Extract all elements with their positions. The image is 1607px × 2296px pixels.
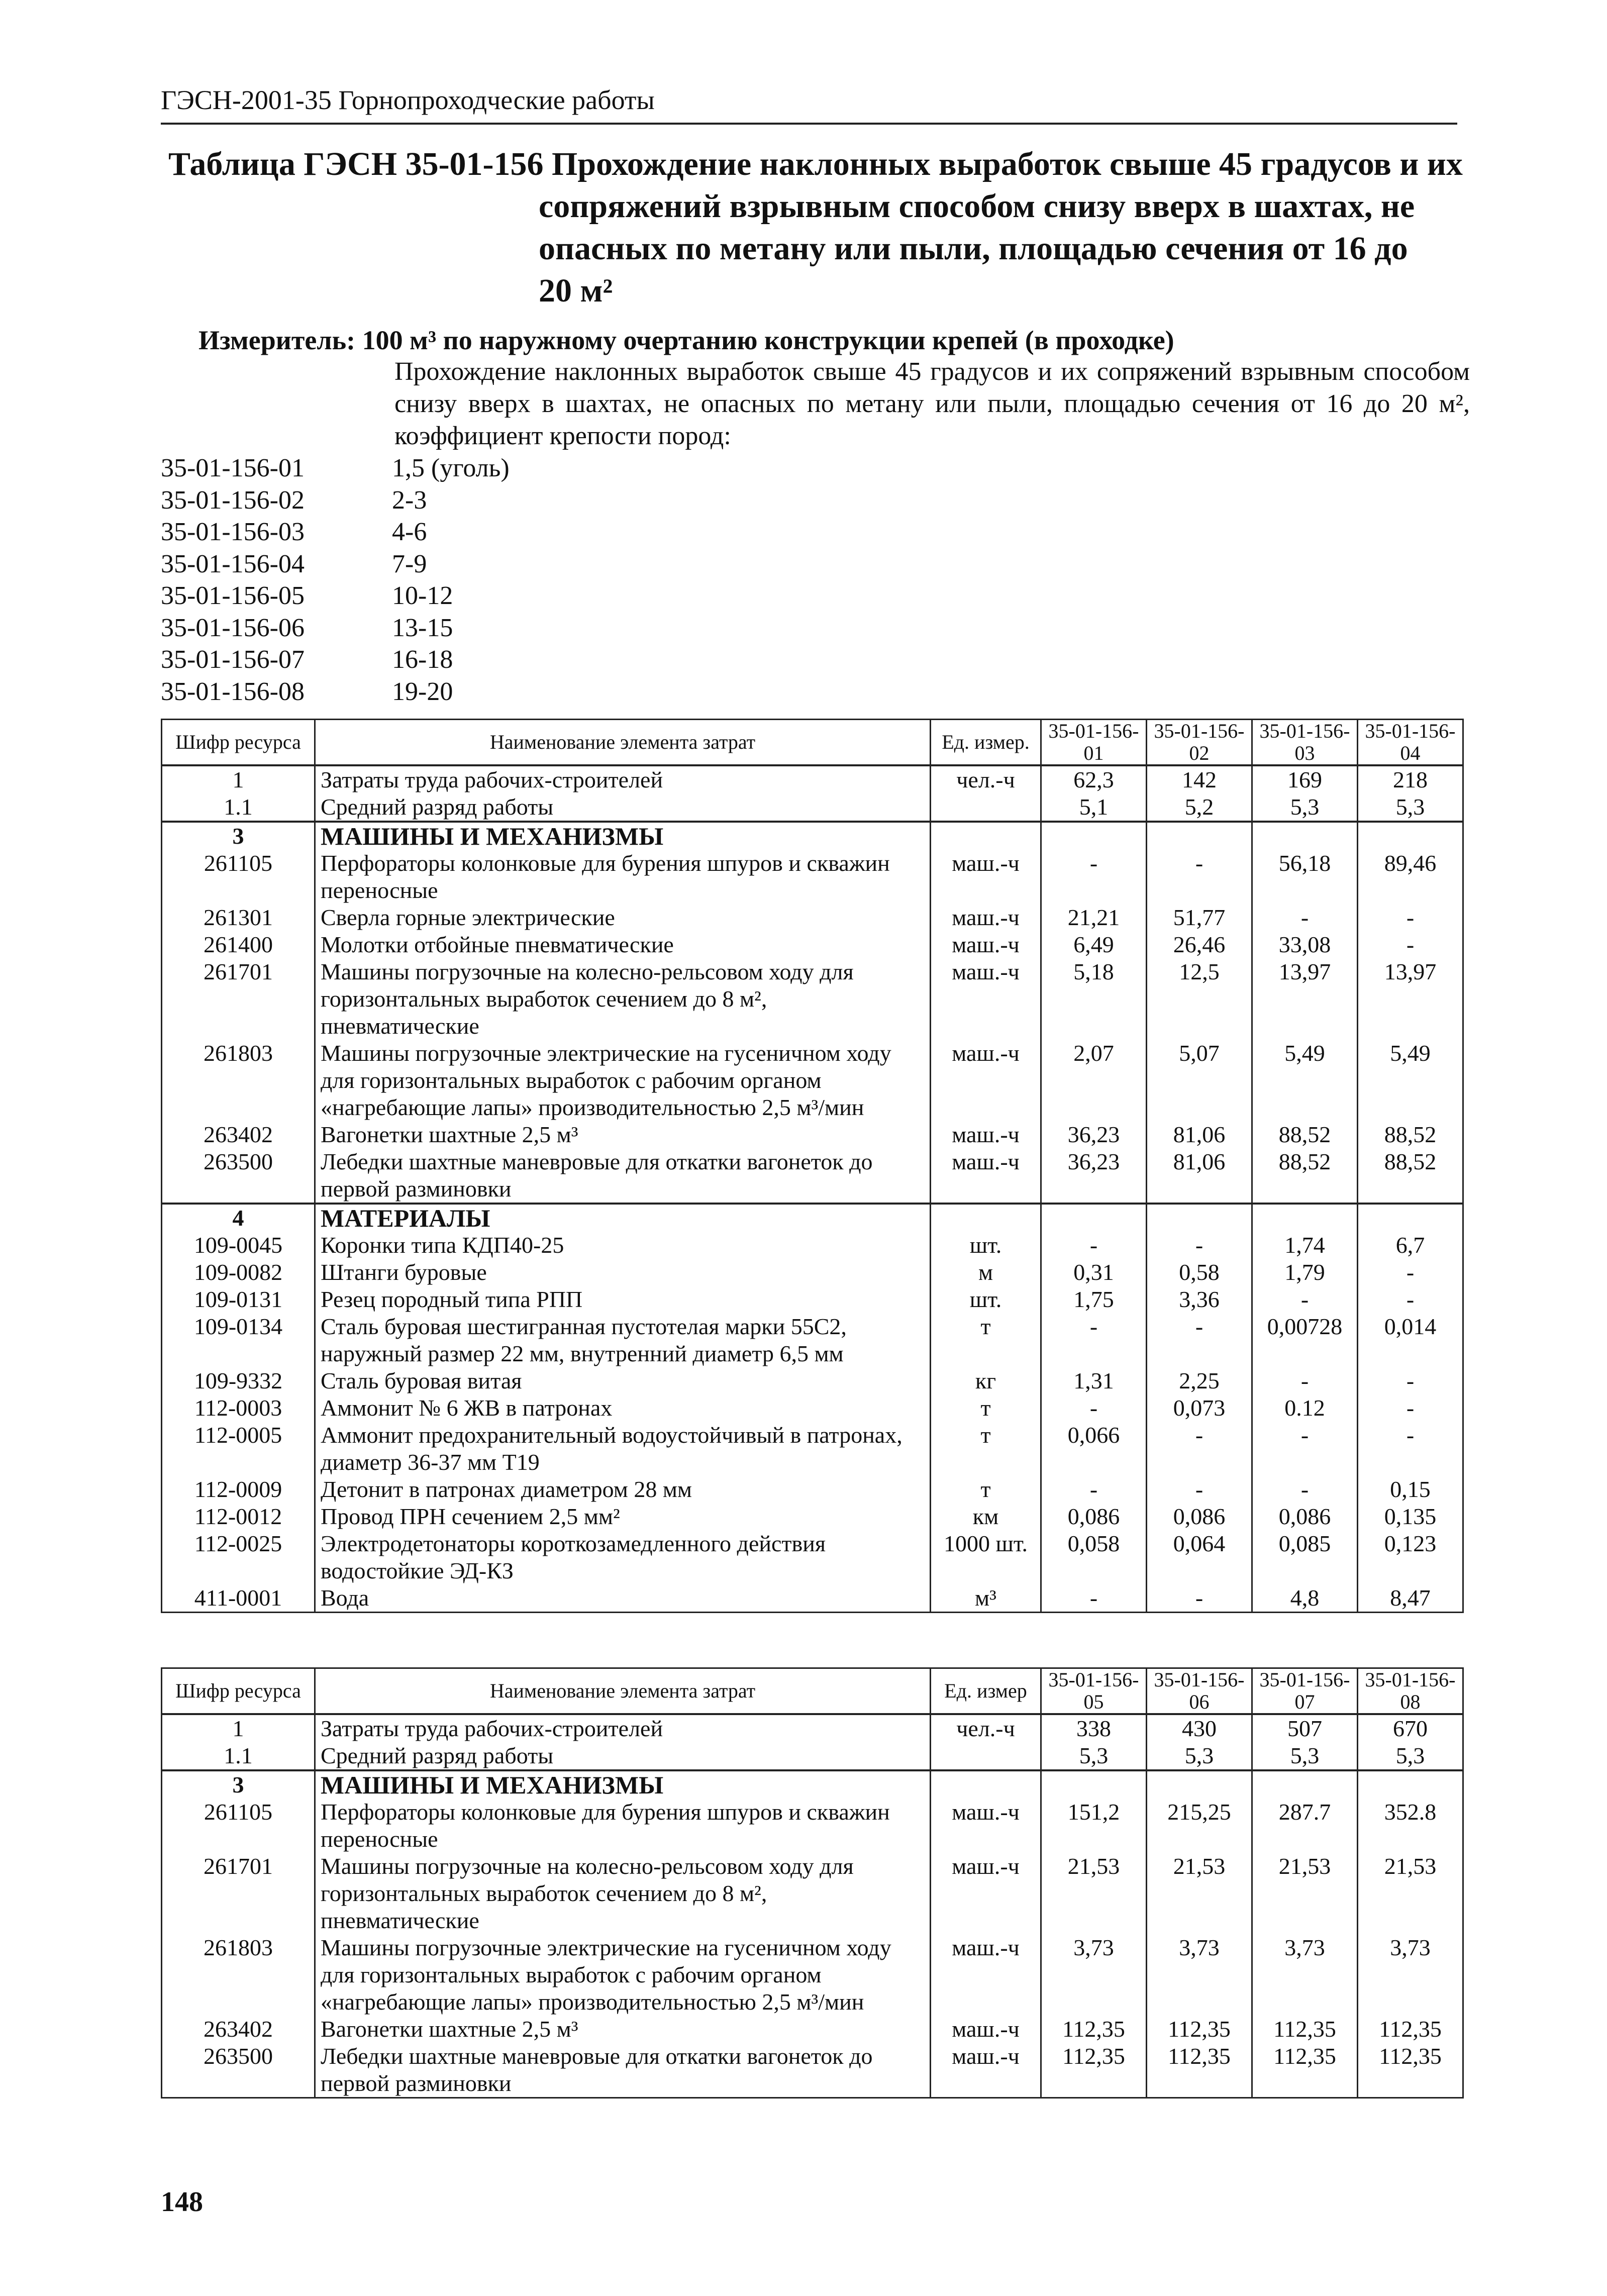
- cost-element-name: Вагонетки шахтные 2,5 м³: [315, 1121, 931, 1148]
- unit-of-measure: маш.-ч: [931, 850, 1041, 904]
- variant-code: 35-01-156-03: [161, 518, 305, 546]
- variant-code: 35-01-156-02: [161, 485, 305, 515]
- norm-value-1: -: [1041, 1476, 1147, 1503]
- table-title-line2: сопряжений взрывным способом снизу вверх в шахтах, не: [539, 188, 1415, 225]
- variant-row: [161, 644, 764, 676]
- header-name: Наименование элемента затрат: [315, 1668, 931, 1715]
- cost-element-name: Перфораторы колонковые для бурения шпуров и скважин переносные: [315, 1799, 931, 1853]
- table-row: [162, 1121, 1463, 1148]
- table-title-line1: Таблица ГЭСН 35-01-156 Прохождение наклонных выработок свыше 45 градусов и их: [168, 146, 1463, 182]
- norm-value-2: 21,53: [1147, 1853, 1252, 1934]
- table-header-row: [162, 1668, 1463, 1715]
- norm-value-3: 0,00728: [1252, 1313, 1358, 1367]
- table-row: [162, 1367, 1463, 1394]
- norm-value-2: 0,58: [1147, 1259, 1252, 1286]
- unit-of-measure: [931, 1770, 1041, 1799]
- norm-value-4: 112,35: [1358, 2043, 1463, 2098]
- header-col-2: 35-01-156-02: [1147, 720, 1252, 766]
- norm-value-3: 5,3: [1252, 1742, 1358, 1770]
- norm-value-1: 112,35: [1041, 2043, 1147, 2098]
- header-code: Шифр ресурса: [162, 1668, 315, 1715]
- unit-of-measure: чел.-ч: [931, 1714, 1041, 1742]
- table-row: [162, 1503, 1463, 1530]
- section-row: [162, 822, 1463, 850]
- norm-value-2: 0,064: [1147, 1530, 1252, 1584]
- cost-element-name: Сверла горные электрические: [315, 904, 931, 931]
- resource-code: 112-0003: [162, 1394, 315, 1422]
- variant-code: 35-01-156-08: [161, 677, 305, 706]
- variant-row: [161, 580, 764, 612]
- resource-code: 261301: [162, 904, 315, 931]
- unit-of-measure: маш.-ч: [931, 904, 1041, 931]
- resource-code: 4: [162, 1204, 315, 1232]
- norm-value-4: 21,53: [1358, 1853, 1463, 1934]
- table-row: [162, 1530, 1463, 1584]
- norm-value-1: 0,086: [1041, 1503, 1147, 1530]
- cost-element-name: Вагонетки шахтные 2,5 м³: [315, 2016, 931, 2043]
- cost-element-name: МАШИНЫ И МЕХАНИЗМЫ: [315, 822, 931, 850]
- unit-of-measure: маш.-ч: [931, 1040, 1041, 1121]
- cost-element-name: Электродетонаторы короткозамедленного действия водостойкие ЭД-КЗ: [315, 1530, 931, 1584]
- variant-row: [161, 676, 764, 708]
- resource-code: 112-0009: [162, 1476, 315, 1503]
- norm-value-1: -: [1041, 1584, 1147, 1613]
- header-col-3: 35-01-156-03: [1252, 720, 1358, 766]
- header-col-3: 35-01-156-07: [1252, 1668, 1358, 1715]
- unit-of-measure: т: [931, 1422, 1041, 1476]
- cost-element-name: Машины погрузочные на колесно-рельсовом ходу для горизонтальных выработок сечением до 8 м², пневматические: [315, 1853, 931, 1934]
- norm-value-3: [1252, 1770, 1358, 1799]
- resource-code: 263402: [162, 1121, 315, 1148]
- variant-value: 19-20: [392, 677, 453, 706]
- norm-value-4: 0,135: [1358, 1503, 1463, 1530]
- resource-code: 261803: [162, 1040, 315, 1121]
- norm-value-3: -: [1252, 1422, 1358, 1476]
- norm-value-4: 5,3: [1358, 1742, 1463, 1770]
- cost-element-name: Машины погрузочные на колесно-рельсовом ходу для горизонтальных выработок сечением до 8 м², пневматические: [315, 958, 931, 1040]
- norm-value-4: [1358, 822, 1463, 850]
- cost-element-name: Вода: [315, 1584, 931, 1613]
- header-col-1: 35-01-156-01: [1041, 720, 1147, 766]
- unit-of-measure: маш.-ч: [931, 1853, 1041, 1934]
- unit-of-measure: т: [931, 1476, 1041, 1503]
- norm-value-3: 33,08: [1252, 931, 1358, 958]
- page-number: 148: [161, 2186, 203, 2218]
- unit-of-measure: [931, 1204, 1041, 1232]
- norm-value-1: [1041, 822, 1147, 850]
- unit-of-measure: м³: [931, 1584, 1041, 1613]
- resource-code: 261701: [162, 1853, 315, 1934]
- cost-element-name: Затраты труда рабочих-строителей: [315, 765, 931, 793]
- unit-of-measure: шт.: [931, 1232, 1041, 1259]
- norm-value-3: 4,8: [1252, 1584, 1358, 1613]
- norm-value-2: -: [1147, 1232, 1252, 1259]
- norm-value-3: 13,97: [1252, 958, 1358, 1040]
- section-row: [162, 1770, 1463, 1799]
- norm-value-1: 112,35: [1041, 2016, 1147, 2043]
- norm-value-2: [1147, 822, 1252, 850]
- norm-value-2: 2,25: [1147, 1367, 1252, 1394]
- resource-code: 263500: [162, 2043, 315, 2098]
- table-row: [162, 1040, 1463, 1121]
- variant-row: [161, 548, 764, 580]
- variant-value: 1,5 (уголь): [392, 454, 510, 482]
- variant-value: 4-6: [392, 518, 427, 546]
- cost-element-name: Машины погрузочные электрические на гусеничном ходу для горизонтальных выработок с рабочим органом «нагребающие лапы» производительностью 2,5 м³/мин: [315, 1040, 931, 1121]
- norm-value-1: 5,1: [1041, 793, 1147, 822]
- norm-value-2: 112,35: [1147, 2043, 1252, 2098]
- resource-code: 261105: [162, 850, 315, 904]
- norm-value-2: [1147, 1770, 1252, 1799]
- norm-value-1: 0,058: [1041, 1530, 1147, 1584]
- norm-value-2: 430: [1147, 1714, 1252, 1742]
- variant-code: 35-01-156-05: [161, 581, 305, 610]
- norm-value-3: 5,49: [1252, 1040, 1358, 1121]
- unit-of-measure: маш.-ч: [931, 958, 1041, 1040]
- resource-code: 261803: [162, 1934, 315, 2016]
- resource-code: 263402: [162, 2016, 315, 2043]
- unit-of-measure: 1000 шт.: [931, 1530, 1041, 1584]
- table-row: [162, 1148, 1463, 1204]
- cost-element-name: МАШИНЫ И МЕХАНИЗМЫ: [315, 1770, 931, 1799]
- variant-value: 2-3: [392, 485, 427, 515]
- norm-value-1: 3,73: [1041, 1934, 1147, 2016]
- norm-value-3: 0.12: [1252, 1394, 1358, 1422]
- resource-code: 109-9332: [162, 1367, 315, 1394]
- table-row: [162, 1714, 1463, 1742]
- table-row: [162, 1742, 1463, 1770]
- resource-code: 411-0001: [162, 1584, 315, 1613]
- norm-value-3: 88,52: [1252, 1148, 1358, 1204]
- cost-element-name: Лебедки шахтные маневровые для откатки вагонеток до первой разминовки: [315, 1148, 931, 1204]
- resource-code: 109-0134: [162, 1313, 315, 1367]
- table-row: [162, 1232, 1463, 1259]
- norm-value-4: 0,15: [1358, 1476, 1463, 1503]
- norm-value-3: 169: [1252, 765, 1358, 793]
- cost-element-name: Затраты труда рабочих-строителей: [315, 1714, 931, 1742]
- resource-code: 112-0012: [162, 1503, 315, 1530]
- norm-value-2: 81,06: [1147, 1121, 1252, 1148]
- resource-code: 1: [162, 1714, 315, 1742]
- unit-of-measure: [931, 1742, 1041, 1770]
- norm-value-4: 5,3: [1358, 793, 1463, 822]
- table-row: [162, 765, 1463, 793]
- variant-code: 35-01-156-07: [161, 645, 305, 674]
- norm-value-3: 88,52: [1252, 1121, 1358, 1148]
- norm-value-4: -: [1358, 1394, 1463, 1422]
- cost-element-name: Детонит в патронах диаметром 28 мм: [315, 1476, 931, 1503]
- resource-code: 112-0005: [162, 1422, 315, 1476]
- norm-value-4: 218: [1358, 765, 1463, 793]
- norm-value-4: 5,49: [1358, 1040, 1463, 1121]
- cost-table-1: [161, 719, 1464, 1613]
- work-description: Прохождение наклонных выработок свыше 45 градусов и их сопряжений взрывным способом снизу вверх в шахтах, не опасных по метану или пыли, площадью сечения от 16 до 20 м², коэффициент крепости пород:: [394, 357, 1470, 450]
- norm-value-2: -: [1147, 850, 1252, 904]
- unit-of-measure: маш.-ч: [931, 1934, 1041, 2016]
- norm-value-4: [1358, 1204, 1463, 1232]
- unit-of-measure: кг: [931, 1367, 1041, 1394]
- resource-code: 109-0131: [162, 1286, 315, 1313]
- norm-value-3: 1,74: [1252, 1232, 1358, 1259]
- resource-code: 261701: [162, 958, 315, 1040]
- norm-value-1: 5,18: [1041, 958, 1147, 1040]
- norm-value-2: 0,086: [1147, 1503, 1252, 1530]
- unit-of-measure: шт.: [931, 1286, 1041, 1313]
- norm-value-1: 21,53: [1041, 1853, 1147, 1934]
- norm-value-1: -: [1041, 1313, 1147, 1367]
- table-row: [162, 1422, 1463, 1476]
- norm-value-1: 2,07: [1041, 1040, 1147, 1121]
- norm-value-4: 0,123: [1358, 1530, 1463, 1584]
- norm-value-3: 0,086: [1252, 1503, 1358, 1530]
- cost-element-name: Аммонит предохранительный водоустойчивый в патронах, диаметр 36-37 мм Т19: [315, 1422, 931, 1476]
- norm-value-2: 26,46: [1147, 931, 1252, 958]
- norm-value-3: [1252, 822, 1358, 850]
- cost-element-name: Перфораторы колонковые для бурения шпуров и скважин переносные: [315, 850, 931, 904]
- cost-table-2: [161, 1667, 1464, 2099]
- norm-value-2: 5,3: [1147, 1742, 1252, 1770]
- norm-value-4: 13,97: [1358, 958, 1463, 1040]
- cost-element-name: Машины погрузочные электрические на гусеничном ходу для горизонтальных выработок с рабочим органом «нагребающие лапы» производительностью 2,5 м³/мин: [315, 1934, 931, 2016]
- cost-element-name: Средний разряд работы: [315, 793, 931, 822]
- norm-value-4: 3,73: [1358, 1934, 1463, 2016]
- variant-row: [161, 452, 764, 484]
- norm-value-4: 112,35: [1358, 2016, 1463, 2043]
- cost-element-name: Лебедки шахтные маневровые для откатки вагонеток до первой разминовки: [315, 2043, 931, 2098]
- header-code: Шифр ресурса: [162, 720, 315, 766]
- variant-value: 10-12: [392, 581, 453, 610]
- norm-value-4: -: [1358, 904, 1463, 931]
- resource-code: 3: [162, 1770, 315, 1799]
- norm-value-4: 88,52: [1358, 1121, 1463, 1148]
- table-row: [162, 1394, 1463, 1422]
- norm-value-1: 62,3: [1041, 765, 1147, 793]
- cost-element-name: МАТЕРИАЛЫ: [315, 1204, 931, 1232]
- header-col-4: 35-01-156-08: [1358, 1668, 1463, 1715]
- norm-value-3: 507: [1252, 1714, 1358, 1742]
- unit-of-measure: маш.-ч: [931, 1799, 1041, 1853]
- norm-value-3: 3,73: [1252, 1934, 1358, 2016]
- norm-value-3: 5,3: [1252, 793, 1358, 822]
- norm-value-4: 352.8: [1358, 1799, 1463, 1853]
- cost-element-name: Сталь буровая витая: [315, 1367, 931, 1394]
- norm-value-4: 0,014: [1358, 1313, 1463, 1367]
- norm-value-3: -: [1252, 1367, 1358, 1394]
- norm-value-1: 5,3: [1041, 1742, 1147, 1770]
- table-row: [162, 1799, 1463, 1853]
- table-row: [162, 1313, 1463, 1367]
- measure-value: 100 м³ по наружному очертанию конструкции крепей (в проходке): [362, 325, 1174, 355]
- variant-value: 7-9: [392, 549, 427, 578]
- cost-element-name: Штанги буровые: [315, 1259, 931, 1286]
- resource-code: 3: [162, 822, 315, 850]
- table-title: [168, 143, 1465, 312]
- norm-value-3: 287.7: [1252, 1799, 1358, 1853]
- norm-value-2: 142: [1147, 765, 1252, 793]
- unit-of-measure: т: [931, 1394, 1041, 1422]
- resource-code: 1: [162, 765, 315, 793]
- table-row: [162, 2016, 1463, 2043]
- norm-value-1: 1,75: [1041, 1286, 1147, 1313]
- resource-code: 261105: [162, 1799, 315, 1853]
- header-unit: Ед. измер.: [931, 720, 1041, 766]
- norm-value-4: -: [1358, 1422, 1463, 1476]
- norm-value-2: -: [1147, 1422, 1252, 1476]
- unit-of-measure: м: [931, 1259, 1041, 1286]
- unit-of-measure: чел.-ч: [931, 765, 1041, 793]
- variant-row: [161, 612, 764, 644]
- norm-value-3: 112,35: [1252, 2016, 1358, 2043]
- norm-value-1: -: [1041, 850, 1147, 904]
- norm-value-4: [1358, 1770, 1463, 1799]
- norm-value-1: 1,31: [1041, 1367, 1147, 1394]
- norm-value-3: [1252, 1204, 1358, 1232]
- table-title-line4: 20 м²: [539, 272, 613, 309]
- table-row: [162, 1853, 1463, 1934]
- norm-value-1: 21,21: [1041, 904, 1147, 931]
- resource-code: 261400: [162, 931, 315, 958]
- table-row: [162, 793, 1463, 822]
- unit-of-measure: маш.-ч: [931, 1148, 1041, 1204]
- norm-value-3: 56,18: [1252, 850, 1358, 904]
- norm-value-3: -: [1252, 904, 1358, 931]
- cost-element-name: Сталь буровая шестигранная пустотелая марки 55С2, наружный размер 22 мм, внутренний диаметр 6,5 мм: [315, 1313, 931, 1367]
- norm-value-2: 215,25: [1147, 1799, 1252, 1853]
- resource-code: 1.1: [162, 1742, 315, 1770]
- norm-value-1: 36,23: [1041, 1121, 1147, 1148]
- resource-code: 109-0082: [162, 1259, 315, 1286]
- table-row: [162, 904, 1463, 931]
- variant-value: 13-15: [392, 613, 453, 642]
- variant-code: 35-01-156-06: [161, 613, 305, 642]
- norm-value-4: -: [1358, 1259, 1463, 1286]
- norm-value-3: -: [1252, 1286, 1358, 1313]
- running-header: ГЭСН-2001-35 Горнопроходческие работы: [161, 84, 1457, 125]
- resource-code: 112-0025: [162, 1530, 315, 1584]
- table-row: [162, 1286, 1463, 1313]
- resource-code: 109-0045: [162, 1232, 315, 1259]
- norm-value-1: 151,2: [1041, 1799, 1147, 1853]
- norm-value-4: 670: [1358, 1714, 1463, 1742]
- norm-value-1: 0,31: [1041, 1259, 1147, 1286]
- norm-value-3: 112,35: [1252, 2043, 1358, 2098]
- variant-code: 35-01-156-01: [161, 454, 305, 482]
- table-row: [162, 1934, 1463, 2016]
- cost-element-name: Провод ПРН сечением 2,5 мм²: [315, 1503, 931, 1530]
- norm-value-3: 21,53: [1252, 1853, 1358, 1934]
- variant-code: 35-01-156-04: [161, 549, 305, 578]
- norm-value-2: 3,73: [1147, 1934, 1252, 2016]
- norm-value-1: 36,23: [1041, 1148, 1147, 1204]
- unit-of-measure: маш.-ч: [931, 2043, 1041, 2098]
- norm-value-1: [1041, 1770, 1147, 1799]
- variant-list: [161, 452, 764, 708]
- norm-value-2: -: [1147, 1313, 1252, 1367]
- unit-of-measure: км: [931, 1503, 1041, 1530]
- norm-value-4: 6,7: [1358, 1232, 1463, 1259]
- norm-value-2: 5,07: [1147, 1040, 1252, 1121]
- measure-label: Измеритель:: [198, 325, 356, 355]
- header-col-2: 35-01-156-06: [1147, 1668, 1252, 1715]
- table-row: [162, 2043, 1463, 2098]
- header-name: Наименование элемента затрат: [315, 720, 931, 766]
- norm-value-4: 89,46: [1358, 850, 1463, 904]
- norm-value-2: -: [1147, 1476, 1252, 1503]
- norm-value-1: [1041, 1204, 1147, 1232]
- norm-value-4: -: [1358, 931, 1463, 958]
- table-title-line3: опасных по метану или пыли, площадью сечения от 16 до: [539, 230, 1408, 267]
- cost-element-name: Молотки отбойные пневматические: [315, 931, 931, 958]
- table-row: [162, 850, 1463, 904]
- unit-of-measure: [931, 822, 1041, 850]
- resource-code: 263500: [162, 1148, 315, 1204]
- unit-of-measure: [931, 793, 1041, 822]
- variant-value: 16-18: [392, 645, 453, 674]
- norm-value-2: 3,36: [1147, 1286, 1252, 1313]
- norm-value-2: 12,5: [1147, 958, 1252, 1040]
- table-row: [162, 931, 1463, 958]
- norm-value-4: -: [1358, 1286, 1463, 1313]
- table-row: [162, 1476, 1463, 1503]
- norm-value-1: -: [1041, 1232, 1147, 1259]
- norm-value-1: 0,066: [1041, 1422, 1147, 1476]
- resource-code: 1.1: [162, 793, 315, 822]
- norm-value-2: 5,2: [1147, 793, 1252, 822]
- header-unit: Ед. измер: [931, 1668, 1041, 1715]
- unit-of-measure: маш.-ч: [931, 2016, 1041, 2043]
- norm-value-2: [1147, 1204, 1252, 1232]
- table-header-row: [162, 720, 1463, 766]
- table-row: [162, 1259, 1463, 1286]
- norm-value-3: 0,085: [1252, 1530, 1358, 1584]
- unit-of-measure: маш.-ч: [931, 1121, 1041, 1148]
- cost-element-name: Средний разряд работы: [315, 1742, 931, 1770]
- norm-value-4: 8,47: [1358, 1584, 1463, 1613]
- header-col-4: 35-01-156-04: [1358, 720, 1463, 766]
- norm-value-2: 51,77: [1147, 904, 1252, 931]
- unit-of-measure: т: [931, 1313, 1041, 1367]
- table-row: [162, 1584, 1463, 1613]
- norm-value-1: -: [1041, 1394, 1147, 1422]
- norm-value-2: -: [1147, 1584, 1252, 1613]
- norm-value-4: 88,52: [1358, 1148, 1463, 1204]
- norm-value-1: 6,49: [1041, 931, 1147, 958]
- norm-value-3: 1,79: [1252, 1259, 1358, 1286]
- header-col-1: 35-01-156-05: [1041, 1668, 1147, 1715]
- cost-element-name: Аммонит № 6 ЖВ в патронах: [315, 1394, 931, 1422]
- norm-value-3: -: [1252, 1476, 1358, 1503]
- norm-value-2: 112,35: [1147, 2016, 1252, 2043]
- variant-row: [161, 516, 764, 548]
- unit-of-measure: маш.-ч: [931, 931, 1041, 958]
- norm-value-1: 338: [1041, 1714, 1147, 1742]
- variant-row: [161, 484, 764, 517]
- cost-element-name: Резец породный типа РПП: [315, 1286, 931, 1313]
- norm-value-2: 81,06: [1147, 1148, 1252, 1204]
- table-row: [162, 958, 1463, 1040]
- section-row: [162, 1204, 1463, 1232]
- measure-line: [198, 324, 1465, 356]
- cost-element-name: Коронки типа КДП40-25: [315, 1232, 931, 1259]
- norm-value-4: -: [1358, 1367, 1463, 1394]
- norm-value-2: 0,073: [1147, 1394, 1252, 1422]
